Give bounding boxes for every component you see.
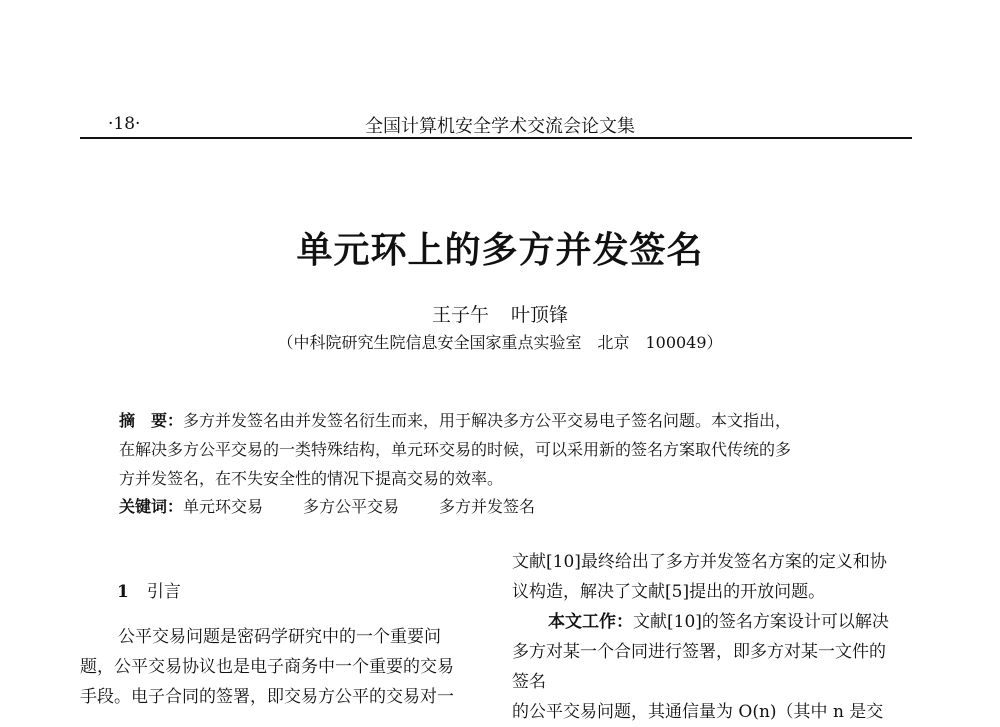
- keywords: [119, 494, 535, 517]
- body-line: 公平交易问题是密码学研究中的一个重要问: [118, 627, 441, 647]
- journal-title: 全国计算机安全学术交流会论文集: [365, 116, 635, 137]
- body-line: 多方对某一个合同进行签署，即多方对某一文件的: [512, 642, 886, 662]
- section-title: 引言: [146, 582, 181, 602]
- header-rule: [80, 137, 912, 139]
- author-name: 王子午: [431, 304, 489, 326]
- section-heading: [117, 577, 181, 602]
- paper-title: 单元环上的多方并发签名: [296, 230, 704, 271]
- keyword: 多方并发签名: [439, 497, 536, 516]
- keywords-label: 关键词：: [119, 497, 184, 516]
- author-name: 叶顶锋: [511, 304, 569, 326]
- body-line: 议构造，解决了文献[5]提出的开放问题。: [512, 582, 826, 602]
- abstract-line: 方并发签名，在不失安全性的情况下提高交易的效率。: [119, 469, 504, 488]
- left-column: [80, 622, 480, 712]
- bold-lead: 本文工作：: [548, 612, 633, 632]
- author-list: [0, 300, 1000, 327]
- right-column: [512, 547, 912, 727]
- keyword: 单元环交易: [183, 497, 264, 516]
- body-text: 文献[10]的签名方案设计可以解决: [633, 612, 889, 632]
- body-line: 手段。电子合同的签署，即交易方公平的交易对一: [80, 687, 454, 707]
- body-line: 文献[10]最终给出了多方并发签名方案的定义和协: [512, 552, 887, 572]
- affiliation: （中科院研究生院信息安全国家重点实验室 北京 100049）: [277, 333, 723, 352]
- body-line: 的公平交易问题，其通信量为 O(n)（其中 n 是交: [512, 702, 884, 722]
- abstract: [119, 406, 879, 493]
- section-number: 1: [117, 582, 129, 602]
- abstract-line: 在解决多方公平交易的一类特殊结构，单元环交易的时候，可以采用新的签名方案取代传统的多: [119, 440, 792, 459]
- body-line: [512, 607, 912, 637]
- keyword: 多方公平交易: [303, 497, 400, 516]
- abstract-line: 多方并发签名由并发签名衍生而来，用于解决多方公平交易电子签名问题。本文指出，: [183, 411, 792, 430]
- abstract-label: 摘 要：: [119, 411, 184, 430]
- page-number: ·18·: [108, 114, 141, 134]
- body-line: 题，公平交易协议也是电子商务中一个重要的交易: [80, 657, 454, 677]
- body-line: 签名: [512, 672, 546, 692]
